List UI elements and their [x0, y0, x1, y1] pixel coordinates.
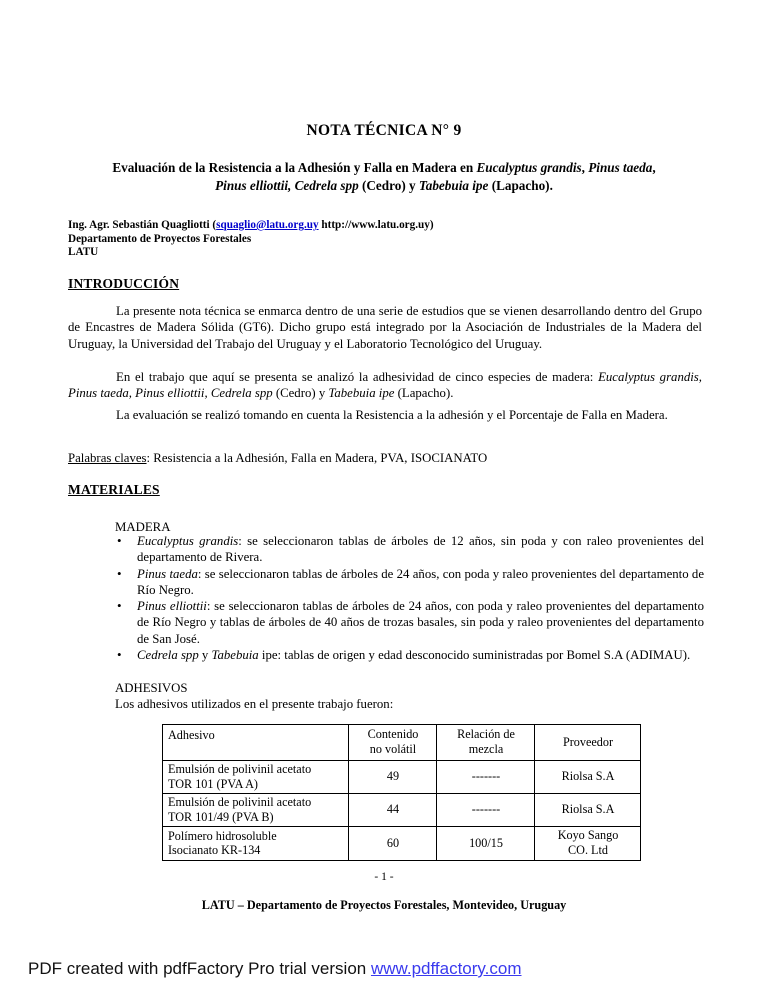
cell-adhesivo: Polímero hidrosoluble Isocianato KR-134: [163, 827, 349, 861]
adhesivos-intro-text: Los adhesivos utilizados en el presente trabajo fueron:: [115, 697, 394, 711]
table-header: [163, 725, 641, 761]
bullet-icon: •: [117, 598, 122, 614]
heading-materiales: MATERIALES: [68, 482, 160, 497]
col-header-relacion: Relación de mezcla: [437, 725, 535, 761]
subtitle-line2: Pinus elliottii, Cedrela spp (Cedro) y Tabebuia ipe (Lapacho).: [215, 178, 553, 193]
cell-contenido: 49: [349, 761, 437, 794]
document-subtitle: [64, 159, 704, 195]
pdffactory-link[interactable]: www.pdffactory.com: [370, 959, 522, 978]
list-item-species: Pinus elliottii: [137, 599, 207, 614]
paragraph-species-tabebuia: Tabebuia ipe: [328, 386, 395, 401]
cell-proveedor: Riolsa S.A: [535, 794, 641, 827]
cell-adhesivo: Emulsión de polivinil acetato TOR 101 (PVA A): [163, 761, 349, 794]
subtitle-line1: Evaluación de la Resistencia a la Adhesión y Falla en Madera en Eucalyptus grandis, Pinus taeda,: [112, 160, 656, 175]
table-row: [163, 794, 641, 827]
table-row: [163, 827, 641, 861]
author-name: Ing. Agr. Sebastián Quagliotti (: [68, 219, 217, 231]
cell-relacion: 100/15: [437, 827, 535, 861]
cell-proveedor: Koyo Sango CO. Ltd: [535, 827, 641, 861]
adhesives-table-wrapper: [162, 724, 641, 861]
author-email-link[interactable]: squaglio@latu.org.uy: [216, 219, 319, 231]
list-item: [115, 598, 704, 647]
list-item-species: Pinus taeda: [137, 566, 198, 581]
paragraph-species-list: Eucalyptus grandis, Pinus taeda, Pinus elliottii, Cedrela spp: [68, 370, 702, 401]
table-body: [163, 761, 641, 861]
author-department: Departamento de Proyectos Forestales: [68, 232, 252, 245]
subtitle-species-4: Tabebuia ipe: [418, 178, 489, 193]
list-item-text: : se seleccionaron tablas de árboles de 12 años, sin poda y con raleo provenientes del departamento de Rivera.: [137, 534, 704, 565]
paragraph-intro-3: La evaluación se realizó tomando en cuenta la Resistencia a la adhesión y el Porcentaje de Falla en Madera.: [116, 408, 668, 422]
keywords-line: [68, 450, 487, 466]
heading-adhesivos: ADHESIVOS: [115, 681, 188, 695]
cell-proveedor: Riolsa S.A: [535, 761, 641, 794]
author-institution: LATU: [68, 246, 99, 259]
banner-text: [28, 959, 522, 979]
table-row: [163, 761, 641, 794]
subtitle-species-1: Eucalyptus grandis: [476, 160, 582, 175]
list-item-species-alt: Tabebuia: [211, 648, 259, 663]
list-item-text: : se seleccionaron tablas de árboles de 24 años, con poda y raleo provenientes del departamento de Río Negro y tablas de árboles de 40 años de trozas basales, sin poda y raleo provenientes del departamento de San José.: [137, 599, 704, 646]
list-item: • Cedrela spp y Tabebuia ipe: tablas de origen y edad desconocido suministradas por Bomel S.A (ADIMAU).: [117, 647, 691, 663]
cell-contenido: 44: [349, 794, 437, 827]
table-header-row: [163, 725, 641, 761]
madera-list: [115, 533, 704, 663]
page-number: - 1 -: [374, 871, 394, 883]
bullet-icon: •: [117, 533, 122, 548]
col-header-adhesivo: Adhesivo: [163, 725, 349, 761]
keywords-value: : Resistencia a la Adhesión, Falla en Madera, PVA, ISOCIANATO: [146, 451, 488, 465]
subtitle-species-2: Pinus taeda: [588, 160, 653, 175]
subtitle-species-3: Pinus elliottii, Cedrela spp: [215, 178, 359, 193]
col-header-proveedor: Proveedor: [535, 725, 641, 761]
list-item-text: : se seleccionaron tablas de árboles de 24 años, con poda y raleo provenientes del departamento de Río Negro.: [137, 566, 704, 597]
author-website: http://www.latu.org.uy): [321, 219, 434, 231]
author-block: [68, 219, 434, 260]
col-header-contenido: Contenido no volátil: [349, 725, 437, 761]
bullet-icon: •: [117, 647, 122, 663]
cell-contenido: 60: [349, 827, 437, 861]
banner-label: PDF created with pdfFactory Pro trial version: [28, 959, 371, 978]
cell-relacion: -------: [437, 761, 535, 794]
footer-institution: LATU – Departamento de Proyectos Forestales, Montevideo, Uruguay: [201, 898, 567, 912]
cell-relacion: -------: [437, 794, 535, 827]
heading-introduccion: INTRODUCCIÓN: [68, 276, 180, 291]
bullet-icon: •: [117, 565, 122, 581]
document-title: NOTA TÉCNICA N° 9: [306, 122, 462, 139]
paragraph-intro-1: La presente nota técnica se enmarca dentro de una serie de estudios que se vienen desarrollando dentro del Grupo de Encastres de Madera Sólida (GT6). Dicho grupo está integrado por la Asociación de Industriales de la Madera del Uruguay, la Universidad del Trabajo del Uruguay y el Laboratorio Tecnológico del Uruguay.: [68, 304, 702, 351]
cell-adhesivo: Emulsión de polivinil acetato TOR 101/49 (PVA B): [163, 794, 349, 827]
paragraph-intro-2: En el trabajo que aquí se presenta se analizó la adhesividad de cinco especies de madera: Eucalyptus grandis, Pinus taeda, Pinus elliottii, Cedrela spp (Cedro) y Tabebuia ipe (Lapacho).: [68, 370, 702, 401]
list-item-text: ipe: tablas de origen y edad desconocido suministradas por Bomel S.A (ADIMAU).: [258, 648, 691, 663]
pdffactory-banner: [0, 950, 768, 995]
list-item-species: Cedrela spp: [137, 648, 199, 663]
list-item: [115, 566, 704, 599]
keywords-label: Palabras claves: [68, 451, 147, 465]
heading-madera: MADERA: [115, 520, 171, 534]
list-item-species: Eucalyptus grandis: [137, 534, 239, 548]
list-item: [115, 533, 704, 566]
adhesives-table: [162, 724, 641, 861]
